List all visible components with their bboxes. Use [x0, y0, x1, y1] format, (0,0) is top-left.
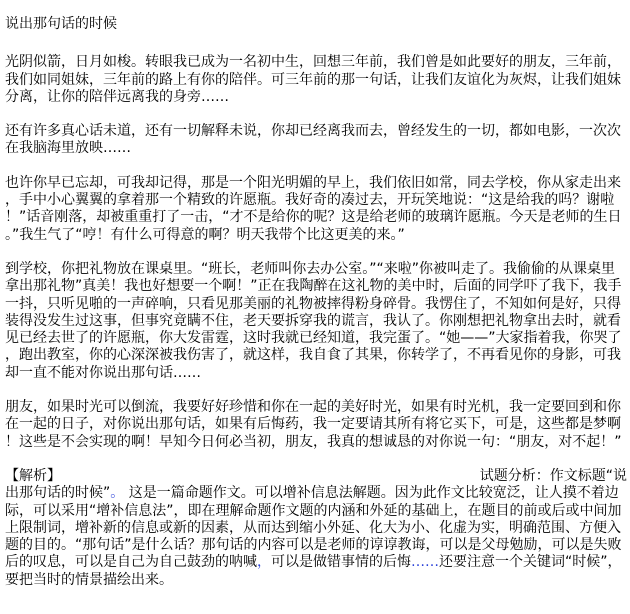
analysis-heading: 【解析】 — [5, 467, 61, 484]
essay-paragraph-5: 朋友，如果时光可以倒流，我要好好珍惜和你在一起的美好时光，如果有时光机，我一定要回到和你在一起的日子，对你说出那句话，如果有后悔药，我一定要请其所有将它买下，可是，这些都是梦啊！这些是不会实现的啊！早知今日何必当初，朋友，我真的想诚恳的对你说一句：“朋友，对不起！” — [5, 399, 622, 450]
essay-paragraph-2: 还有许多真心话未道，还有一切解释未说，你却已经离我而去，曾经发生的一切，都如电影，一次次在我脑海里放映…… — [5, 123, 621, 157]
analysis-text-segment: 可以是做错事情的后悔 — [271, 554, 411, 571]
analysis-section — [5, 468, 627, 589]
analysis-blue-period: 。 — [110, 485, 125, 502]
analysis-blue-ellipsis: …… — [411, 554, 439, 571]
analysis-body — [5, 485, 627, 589]
analysis-text-segment: 还要注意一个关键词“时候”，要把当时的情景描绘出来。 — [5, 554, 622, 588]
analysis-text-segment: 出那句话的时候” — [5, 485, 111, 502]
analysis-blue-comma: ， — [257, 554, 271, 571]
essay-paragraph-3: 也许你早已忘却，可我却记得，那是一个阳光明媚的早上，我们依旧如常，同去学校，你从家走出来，手中小心翼翼的拿着那一个精致的许愿瓶。我好奇的凑过去，开玩笑地说：“这是给我的吗？谢啦！”话音刚落，却被重重打了一击，“才不是给你的呢？这是给老师的玻璃许愿瓶。今天是老师的生日。”我生气了“哼！有什么可得意的啊？明天我带个比这更美的来。” — [5, 174, 622, 243]
essay-paragraph-1: 光阴似箭，日月如梭。转眼我已成为一名初中生，回想三年前，我们曾是如此要好的朋友，三年前，我们如同姐妹，三年前的路上有你的陪伴。可三年前的那一句话，让我们友谊化为灰烬，让我们姐妹分离，让你的陪伴远离我的身旁…… — [5, 54, 621, 105]
essay-paragraph-4: 到学校，你把礼物放在课桌里。“班长，老师叫你去办公室。”“来啦”你被叫走了。我偷偷的从课桌里拿出那礼物”真美！我也好想要一个啊！”正在我陶醉在这礼物的美中时，后面的同学吓了我下，我手一抖，只听见啪的一声碎响，只看见那美丽的礼物被摔得粉身碎骨。我愣住了，不知如何是好，只得装得没发生过这事，但事究竟瞒不住，老天要拆穿我的谎言，我认了。你刚想把礼物拿出去时，就看见已经去世了的许愿瓶，你大发雷霆，这时我就已经知道，我完蛋了。“她——”大家指着我，你哭了，跑出教室，你的心深深被我伤害了，就这样，我自食了其果，你转学了，不再看见你的身影，可我却一直不能对你说出那句话…… — [5, 260, 622, 381]
analysis-intro-right: 试题分析：作文标题“说 — [479, 467, 627, 484]
analysis-text-segment: 这是一篇命题作文。可以增补信息法解题。因为此作文比较宽泛，让人摸不着边际，可以采用“增补信息法”，即在理解命题作文题的内涵和外延的基础上，在题目的前或后或中间加上限制词，增补新的信息或新的因素，从而达到缩小外延、化大为小、化虚为实，明确范围、方便入题的目的。“那句话”是什么话？那句话的内容可以是老师的谆谆教诲，可以是父母勉励，可以是失败后的叹息，可以是自己为自己鼓劲的呐喊 — [5, 485, 622, 571]
analysis-first-line — [5, 468, 627, 485]
essay-title: 说出那句话的时候 — [5, 16, 117, 32]
